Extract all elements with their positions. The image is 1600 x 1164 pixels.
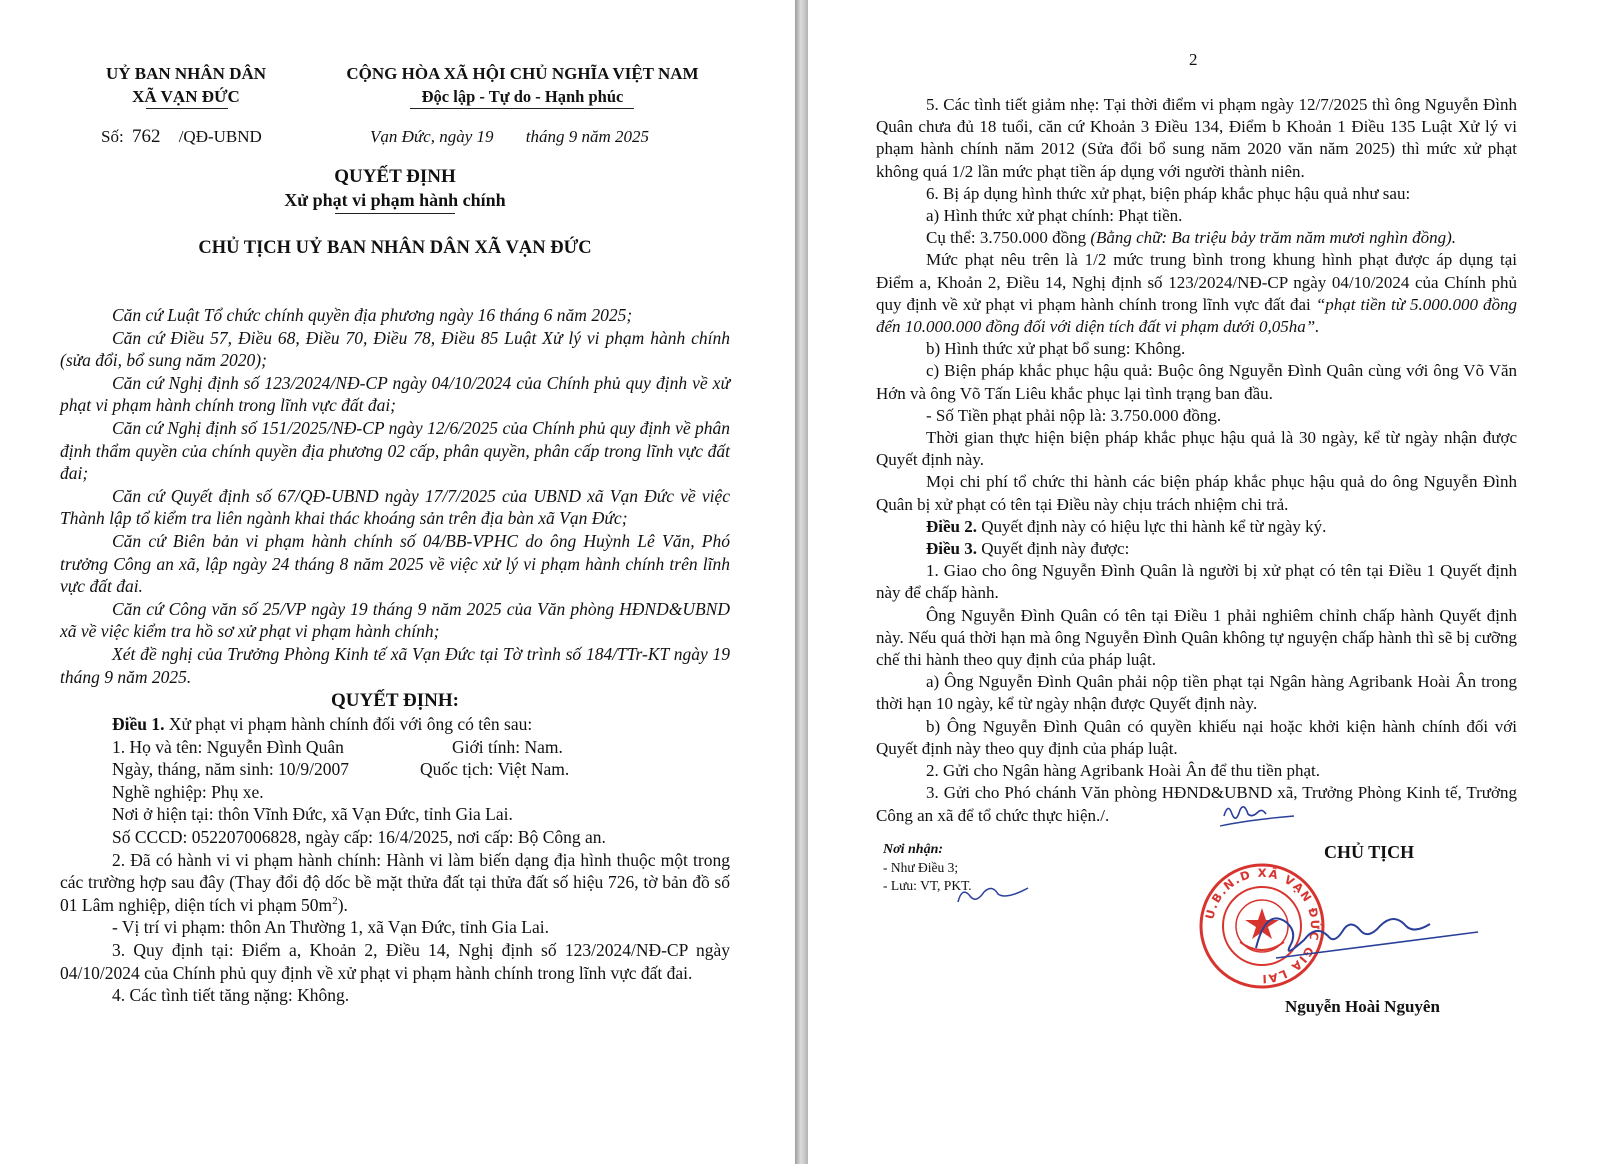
legal-basis-item: Căn cứ Nghị định số 151/2025/NĐ-CP ngày 12/6/2025 của Chính phủ quy định về phân định thẩm quyền của chính quyền địa phương 02 cấp, phân quyền, phân cấp trong lĩnh vực đất đai; xyxy=(60,417,730,484)
recipient-item: - Lưu: VT, PKT. xyxy=(883,878,972,893)
person-name-row xyxy=(60,736,730,759)
place-date: Vạn Đức, ngày 19 tháng 9 năm 2025 xyxy=(370,127,650,146)
mitigating-circumstances: 5. Các tình tiết giảm nhẹ: Tại thời điểm vi phạm ngày 12/7/2025 thì ông Nguyễn Đình Quân chưa đủ 18 tuổi, căn cứ Khoản 3 Điều 134, Điểm b Khoản 1 Điều 135 Luật Xử lý vi phạm hành chính năm 2012 (Sửa đổi bổ sung năm 2020 văn năm 2025) thì mức xử phạt không quá 1/2 lần mức phạt tiền áp dụng với người thành niên. xyxy=(876,95,1517,181)
issuing-authority: CHỦ TỊCH UỶ BAN NHÂN DÂN XÃ VẠN ĐỨC xyxy=(198,238,592,258)
person-dob: Ngày, tháng, năm sinh: 10/9/2007 xyxy=(112,759,350,780)
recipients-initials xyxy=(948,874,1038,914)
signer-name: Nguyễn Hoài Nguyên xyxy=(1285,997,1440,1016)
legal-basis-item: Căn cứ Nghị định số 123/2024/NĐ-CP ngày 04/10/2024 của Chính phủ quy định về xử phạt vi phạm hành chính trong lĩnh vực đất đai; xyxy=(60,372,730,416)
person-nationality: Quốc tịch: Việt Nam. xyxy=(420,759,570,780)
document-number: Số: 762 /QĐ-UBND xyxy=(101,126,262,147)
amount-due: - Số Tiền phạt phải nộp là: 3.750.000 đồng. xyxy=(926,405,1222,425)
article-3-item-2: 2. Gửi cho Ngân hàng Agribank Hoài Ân để thu tiền phạt. xyxy=(926,761,1320,781)
legal-basis-item: Căn cứ Luật Tổ chức chính quyền địa phương ngày 16 tháng 6 năm 2025; xyxy=(112,305,633,325)
person-job: Nghề nghiệp: Phụ xe. xyxy=(112,781,264,802)
penalty-main: a) Hình thức xử phạt chính: Phạt tiền. xyxy=(926,206,1183,226)
doc-number-value: 762 xyxy=(131,126,161,147)
article-3-item-3: 3. Gửi cho Phó chánh Văn phòng HĐND&UBND xã, Trưởng Phòng Kinh tế, Trưởng Công an xã để tổ chức thực hiện./. xyxy=(876,783,1517,825)
penalty-amount: Cụ thể: 3.750.000 đồng (Bằng chữ: Ba triệu bảy trăm năm mươi nghìn đồng). xyxy=(926,228,1457,248)
document-title: QUYẾT ĐỊNH xyxy=(334,166,456,187)
person-id: Số CCCD: 052207006828, ngày cấp: 16/4/2025, nơi cấp: Bộ Công an. xyxy=(112,827,606,848)
penalty-item-6: 6. Bị áp dụng hình thức xử phạt, biện pháp khắc phục hậu quả như sau: xyxy=(926,183,1411,203)
subtitle-underline xyxy=(335,213,455,214)
national-header xyxy=(320,62,725,108)
nation-motto: Độc lập - Tự do - Hạnh phúc xyxy=(421,87,624,106)
violation-location: - Vị trí vi phạm: thôn An Thường 1, xã Vạn Đức, tỉnh Gia Lai. xyxy=(112,917,549,938)
penalty-additional: b) Hình thức xử phạt bổ sung: Không. xyxy=(926,339,1186,359)
decision-body-continued xyxy=(876,94,1517,827)
decision-heading: QUYẾT ĐỊNH: xyxy=(331,690,459,712)
person-gender: Giới tính: Nam. xyxy=(452,736,563,757)
article-3-appeal: b) Ông Nguyễn Đình Quân có quyền khiếu nại hoặc khởi kiện hành chính đối với Quyết định này theo quy định của pháp luật. xyxy=(876,716,1517,758)
org-line-2: XÃ VẠN ĐỨC xyxy=(132,87,240,106)
legal-basis-item: Căn cứ Quyết định số 67/QĐ-UBND ngày 17/7/2025 của UBND xã Vạn Đức về việc Thành lập tổ kiểm tra liên ngành khai thác khoáng sản trên địa bàn xã Vạn Đức; xyxy=(60,485,730,529)
person-name: 1. Họ và tên: Nguyễn Đình Quân xyxy=(112,736,344,757)
violation-item-4: 4. Các tình tiết tăng nặng: Không. xyxy=(112,985,350,1006)
svg-text:U.B.N.D XÃ VẠN ĐỨC GIA LAI: U.B.N.D XÃ VẠN ĐỨC GIA LAI xyxy=(1202,865,1323,987)
article-3-item-1: 1. Giao cho ông Nguyễn Đình Quân là người bị xử phạt có tên tại Điều 1 Quyết định này để chấp hành. xyxy=(876,561,1517,603)
signer-signature xyxy=(1246,888,1486,968)
fine-basis: Mức phạt nêu trên là 1/2 mức trung bình trong khung hình phạt được áp dụng tại Điểm a, Khoản 2, Điều 14, Nghị định số 123/2024/NĐ-CP ngày 04/10/2024 của Chính phủ quy định về xử phạt vi phạm hành chính trong lĩnh vực đất đai “phạt tiền từ 5.000.000 đồng đến 10.000.000 đồng đối với diện tích đất vi phạm dưới 0,05ha”. xyxy=(876,250,1518,337)
remedial-measure: c) Biện pháp khắc phục hậu quả: Buộc ông Nguyễn Đình Quân cùng với ông Võ Văn Hớn và ông Võ Tấn Liêu khắc phục lại tình trạng ban đầu. xyxy=(876,361,1517,403)
person-address: Nơi ở hiện tại: thôn Vĩnh Đức, xã Vạn Đức, tỉnh Gia Lai. xyxy=(112,804,513,825)
decision-body xyxy=(60,304,730,1007)
legal-basis-item: Căn cứ Công văn số 25/VP ngày 19 tháng 9 năm 2025 của Văn phòng HĐND&UBND xã về việc kiểm tra hồ sơ xử phạt vi phạm hành chính; xyxy=(60,598,730,642)
document-page-2 xyxy=(808,0,1600,1164)
signer-title: CHỦ TỊCH xyxy=(1324,842,1415,862)
legal-basis-item: Xét đề nghị của Trưởng Phòng Kinh tế xã Vạn Đức tại Tờ trình số 184/TTr-KT ngày 19 tháng 9 năm 2025. xyxy=(60,643,730,687)
initials-signature xyxy=(1218,796,1298,832)
page-number: 2 xyxy=(1189,50,1198,69)
violation-item-2: 2. Đã có hành vi vi phạm hành chính: Hành vi làm biến dạng địa hình thuộc một trong các trường hợp sau đây (Thay đổi độ dốc bề mặt thửa đất tại thửa đất số hiệu 726, tờ bản đồ số 01 Lâm nghiệp, diện tích vi phạm $50m^2$). xyxy=(60,849,730,915)
remedy-time: Thời gian thực hiện biện pháp khắc phục hậu quả là 30 ngày, kể từ ngày nhận được Quyết định này. xyxy=(876,428,1517,470)
person-dob-row xyxy=(60,758,730,781)
article-3-payment: a) Ông Nguyễn Đình Quân phải nộp tiền phạt tại Ngân hàng Agribank Hoài Ân trong thời hạn 10 ngày, kể từ ngày nhận được Quyết định này. xyxy=(876,672,1517,714)
nation-line-1: CỘNG HÒA XÃ HỘI CHỦ NGHĨA VIỆT NAM xyxy=(346,64,699,83)
article-3-compliance: Ông Nguyễn Đình Quân có tên tại Điều 1 phải nghiêm chỉnh chấp hành Quyết định này. Nếu quá thời hạn mà ông Nguyễn Đình Quân không tự nguyện chấp hành thì sẽ bị cưỡng chế thi hành theo quy định của pháp luật. xyxy=(876,605,1517,670)
remedy-costs: Mọi chi phí tổ chức thi hành các biện pháp khắc phục hậu quả do ông Nguyễn Đình Quân bị xử phạt có tên tại Điều này chịu trách nhiệm chi trả. xyxy=(876,472,1517,514)
article-3: Điều 3. Quyết định này được: xyxy=(926,539,1130,559)
legal-basis-item: Căn cứ Biên bản vi phạm hành chính số 04/BB-VPHC do ông Huỳnh Lê Văn, Phó trưởng Công an xã, lập ngày 24 tháng 8 năm 2025 về việc xử lý vi phạm hành chính trên lĩnh vực đất đai. xyxy=(60,530,730,597)
page-gutter xyxy=(795,0,808,1164)
motto-underline xyxy=(410,108,634,109)
document-page-1 xyxy=(0,0,795,1164)
recipients-title: Nơi nhận: xyxy=(883,842,944,857)
legal-basis-item: Căn cứ Điều 57, Điều 68, Điều 70, Điều 78, Điều 85 Luật Xử lý vi phạm hành chính (sửa đổi, bổ sung năm 2020); xyxy=(60,327,730,371)
recipient-item: - Như Điều 3; xyxy=(883,860,959,875)
org-line-1: UỶ BAN NHÂN DÂN xyxy=(105,64,267,83)
document-subtitle: Xử phạt vi phạm hành chính xyxy=(284,190,506,210)
article-1: Điều 1. Xử phạt vi phạm hành chính đối với ông có tên sau: xyxy=(112,714,533,735)
violation-item-3: 3. Quy định tại: Điểm a, Khoản 2, Điều 14, Nghị định số 123/2024/NĐ-CP ngày 04/10/2024 của Chính phủ quy định về xử phạt vi phạm hành chính trong lĩnh vực đất đai. xyxy=(60,940,730,983)
article-2: Điều 2. Quyết định này có hiệu lực thi hành kể từ ngày ký. xyxy=(926,516,1327,536)
issuing-org xyxy=(86,62,286,108)
org-underline xyxy=(146,108,228,109)
